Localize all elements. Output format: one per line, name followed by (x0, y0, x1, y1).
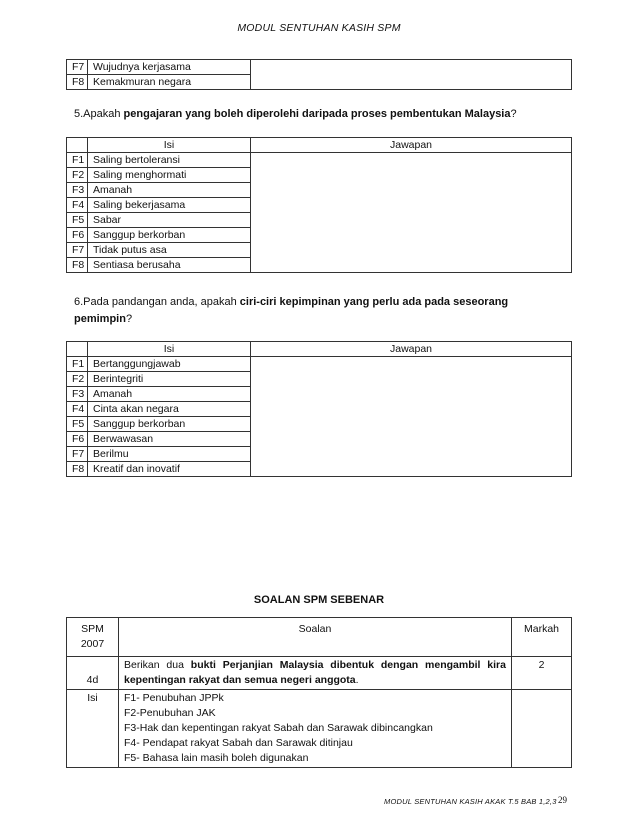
row-text: Berilmu (88, 447, 251, 462)
row-text: Kreatif dan inovatif (88, 462, 251, 477)
header-year-value: 2007 (80, 638, 105, 650)
row-code: F7 (67, 447, 88, 462)
row-text: Sabar (88, 213, 251, 228)
header-year-label: SPM (81, 623, 104, 635)
question-suffix: ? (125, 313, 133, 325)
answer-table-q5 (66, 137, 572, 273)
question-number: 4d (67, 657, 119, 690)
question-bold-text: ciri-ciri kepimpinan yang perlu ada pada seseorang pemimpin (74, 296, 509, 325)
row-code: F6 (67, 432, 88, 447)
row-code: F3 (67, 387, 88, 402)
answer-cell (251, 60, 572, 90)
header-jawapan: Jawapan (251, 138, 572, 153)
answer-row (67, 690, 572, 768)
answer-table-q6 (66, 341, 572, 477)
question-suffix: ? (510, 108, 517, 120)
question-cell (119, 657, 512, 690)
question-6 (74, 294, 534, 328)
answer-marks-blank (512, 690, 572, 768)
table-header-row (67, 342, 572, 357)
question-row (67, 657, 572, 690)
table-row (67, 357, 572, 372)
spm-question-table (66, 617, 572, 768)
question-marks: 2 (512, 657, 572, 690)
row-text: Bertanggungjawab (88, 357, 251, 372)
row-code: F8 (67, 462, 88, 477)
list-item: F5- Bahasa lain masih boleh digunakan (124, 752, 309, 764)
question-text: Berikan dua (124, 659, 191, 671)
row-code: F1 (67, 153, 88, 168)
answer-cell (251, 153, 572, 273)
list-item: F2-Penubuhan JAK (124, 707, 216, 719)
question-text: 5.Apakah (74, 108, 124, 120)
row-text: Cinta akan negara (88, 402, 251, 417)
row-text: Sanggup berkorban (88, 228, 251, 243)
row-text: Berwawasan (88, 432, 251, 447)
row-text: Saling menghormati (88, 168, 251, 183)
row-code: F4 (67, 198, 88, 213)
question-5 (74, 106, 517, 123)
section-title: SOALAN SPM SEBENAR (253, 594, 385, 606)
row-code: F2 (67, 168, 88, 183)
row-code: F8 (67, 75, 88, 90)
table-row (67, 153, 572, 168)
row-code: F7 (67, 60, 88, 75)
row-code: F2 (67, 372, 88, 387)
question-text: 6.Pada pandangan anda, apakah (74, 296, 240, 308)
row-text: Sentiasa berusaha (88, 258, 251, 273)
row-code: F3 (67, 183, 88, 198)
question-suffix: . (355, 674, 359, 686)
row-text: Berintegriti (88, 372, 251, 387)
row-text: Amanah (88, 183, 251, 198)
header-isi: Isi (88, 138, 251, 153)
table-row (67, 60, 572, 75)
row-code: F5 (67, 417, 88, 432)
header-jawapan: Jawapan (251, 342, 572, 357)
row-code: F8 (67, 258, 88, 273)
row-text: Amanah (88, 387, 251, 402)
row-code: F7 (67, 243, 88, 258)
header-blank (67, 342, 88, 357)
table-header-row (67, 618, 572, 657)
list-item: F4- Pendapat rakyat Sabah dan Sarawak ditinjau (124, 737, 353, 749)
header-isi: Isi (88, 342, 251, 357)
page-number: 29 (558, 795, 567, 805)
list-item: F1- Penubuhan JPPk (124, 692, 224, 704)
page-footer: MODUL SENTUHAN KASIH AKAK T.5 BAB 1,2,3 (384, 797, 557, 806)
row-text: Saling bertoleransi (88, 153, 251, 168)
row-code: F1 (67, 357, 88, 372)
page-header: MODUL SENTUHAN KASIH SPM (237, 22, 401, 34)
row-code: F4 (67, 402, 88, 417)
question-bold-text: pengajaran yang boleh diperolehi daripada proses pembentukan Malaysia (123, 108, 511, 120)
row-text: Wujudnya kerjasama (88, 60, 251, 75)
isi-list (119, 690, 512, 768)
header-blank (67, 138, 88, 153)
header-soalan: Soalan (119, 618, 512, 657)
row-text: Kemakmuran negara (88, 75, 251, 90)
answer-cell (251, 357, 572, 477)
row-text: Sanggup berkorban (88, 417, 251, 432)
row-code: F5 (67, 213, 88, 228)
row-text: Tidak putus asa (88, 243, 251, 258)
table-header-row (67, 138, 572, 153)
question-bold-text: bukti Perjanjian Malaysia dibentuk dengan mengambil kira kepentingan rakyat dan semua negeri anggota (124, 659, 506, 686)
header-markah: Markah (512, 618, 572, 657)
row-code: F6 (67, 228, 88, 243)
row-text: Saling bekerjasama (88, 198, 251, 213)
list-item: F3-Hak dan kepentingan rakyat Sabah dan Sarawak dibincangkan (124, 722, 433, 734)
isi-label: Isi (67, 690, 119, 768)
answer-table-top (66, 59, 572, 90)
header-year (67, 618, 119, 657)
